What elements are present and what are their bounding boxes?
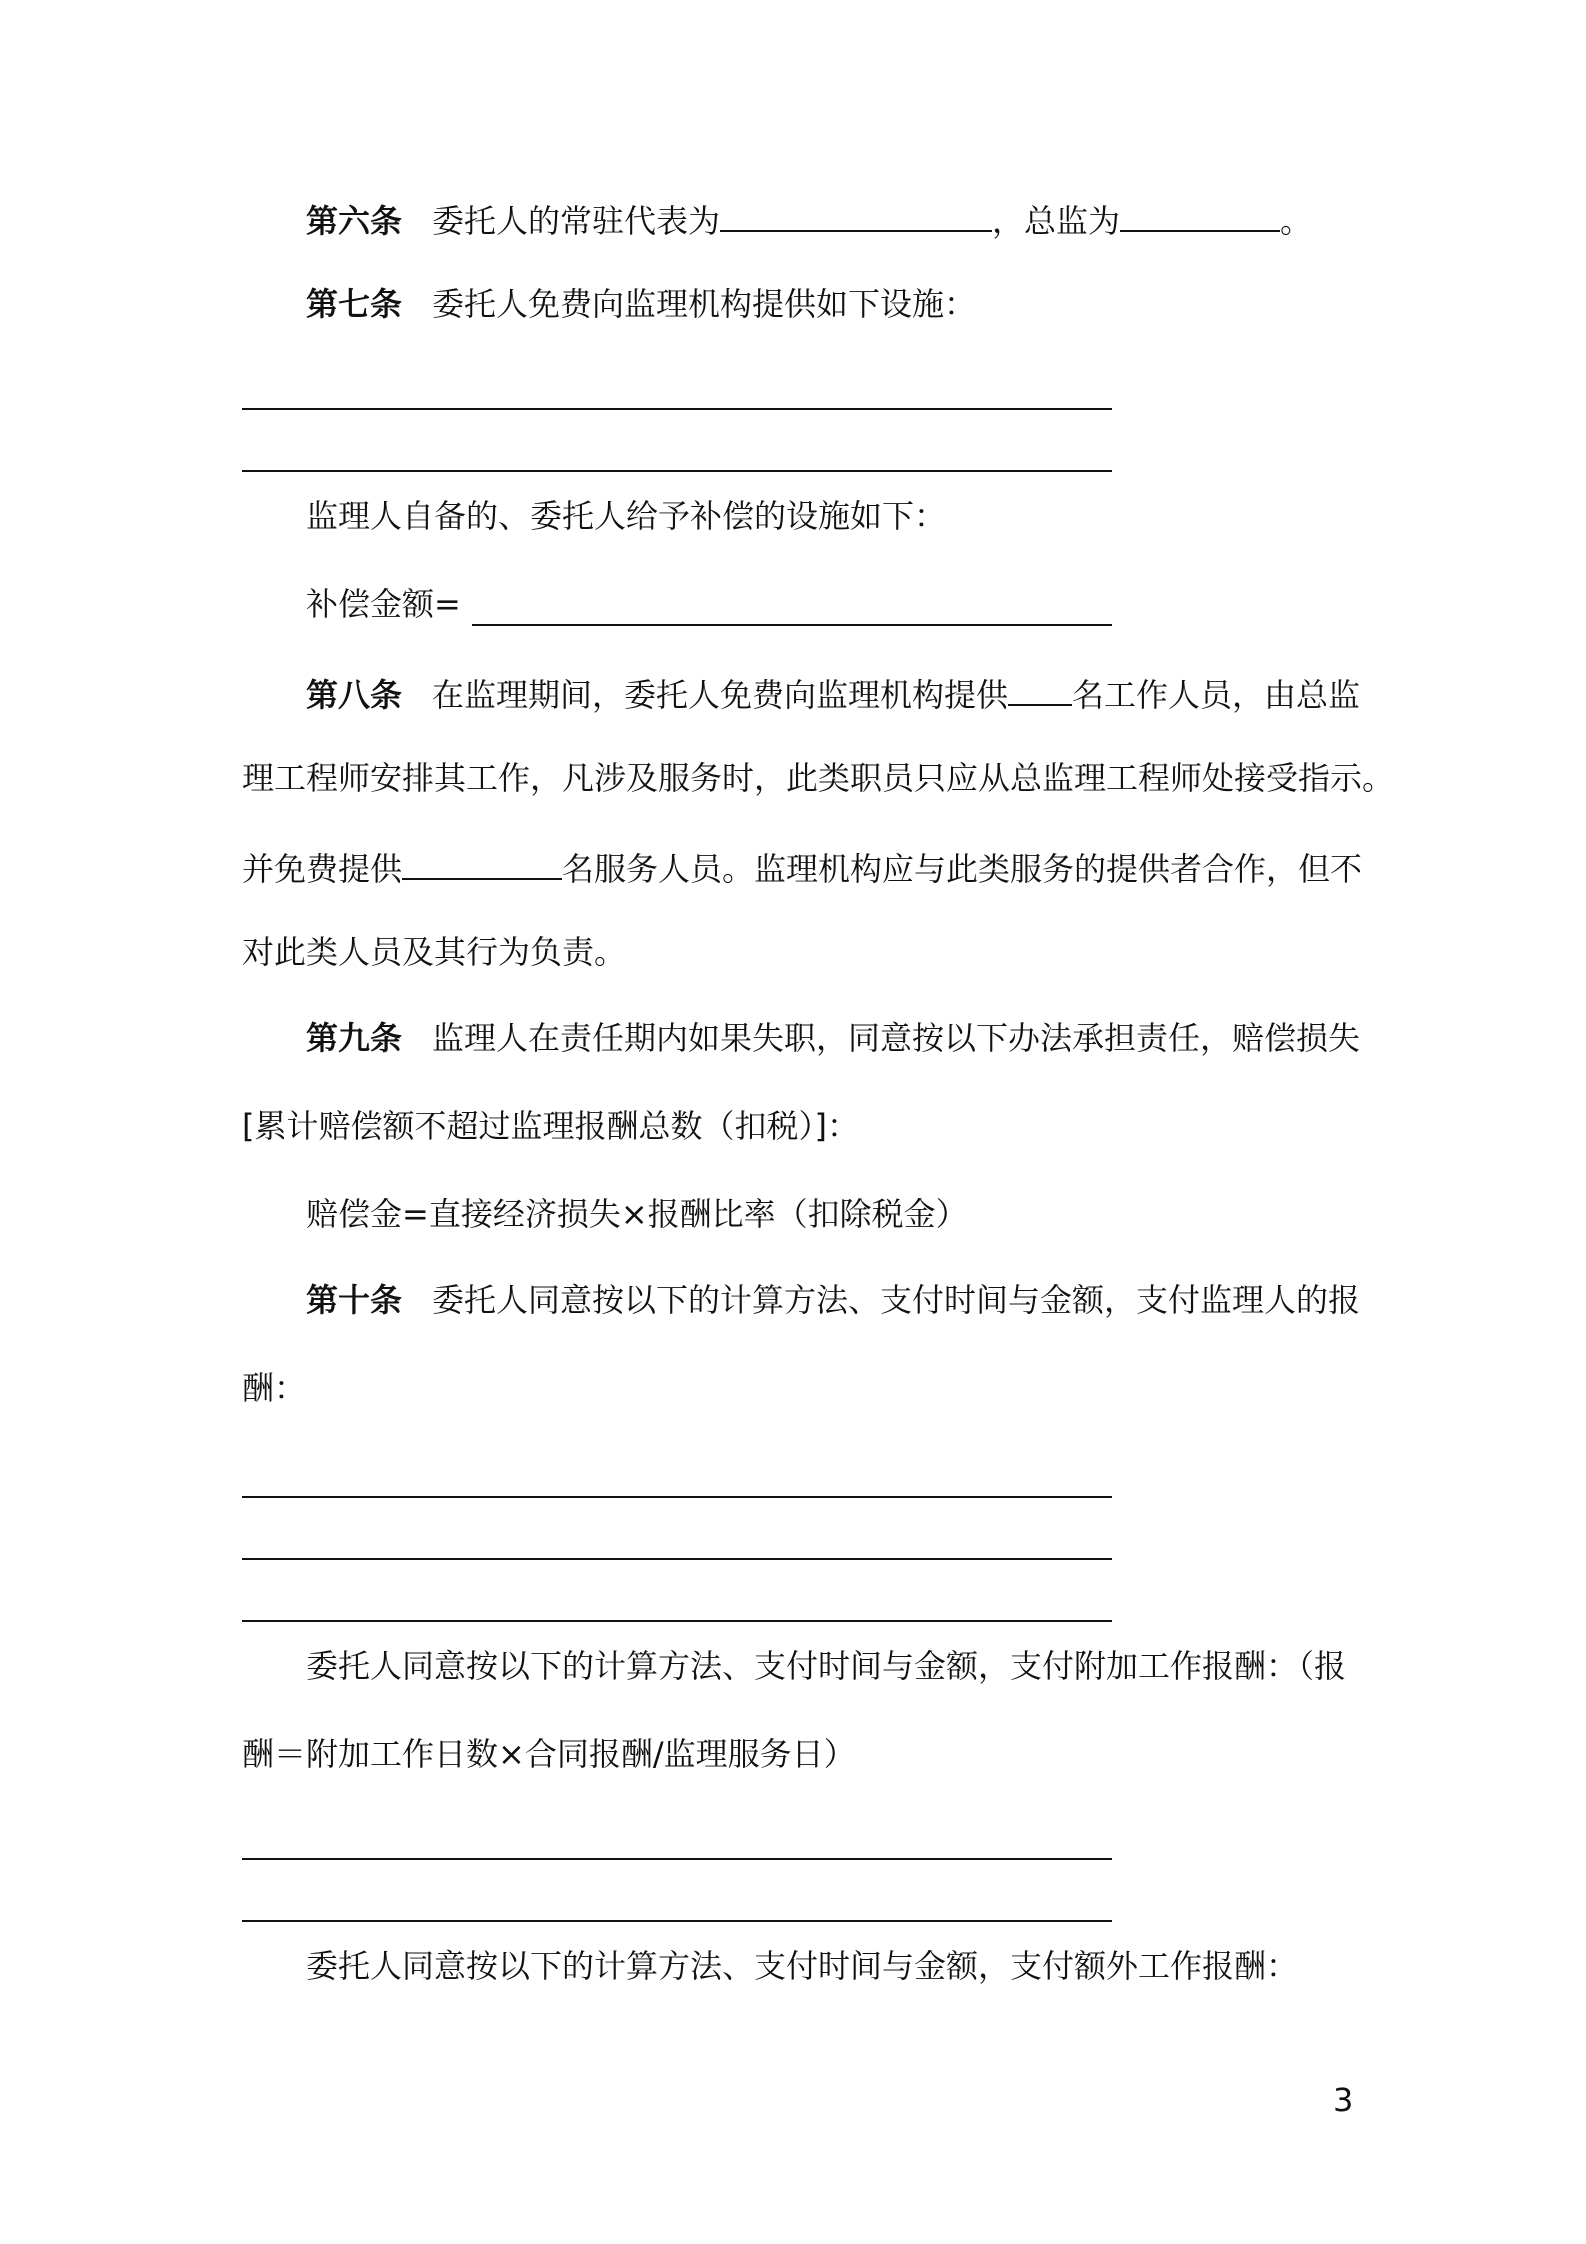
article-8-line-3	[242, 842, 1362, 891]
article-8-text-2: 名工作人员，由总监	[1072, 676, 1361, 714]
article-8-line-4: 对此类人员及其行为负责。	[242, 933, 627, 971]
additional-work-line-2: 酬＝附加工作日数×合同报酬/监理服务日）	[242, 1735, 856, 1773]
article-6-text-3: 。	[1280, 202, 1313, 240]
article-9-text: 监理人在责任期内如果失职，同意按以下办法承担责任，赔偿损失	[432, 1019, 1361, 1057]
service-staff-count-blank[interactable]	[402, 842, 562, 880]
compensation-formula: 赔偿金=直接经济损失×报酬比率（扣除税金）	[306, 1195, 968, 1233]
article-8-label: 第八条	[306, 676, 403, 714]
additional-work-fill-line-1[interactable]	[242, 1858, 1112, 1860]
chief-supervisor-blank[interactable]	[1120, 194, 1280, 232]
article-9-line-1	[306, 1016, 1360, 1060]
self-provided-facilities: 监理人自备的、委托人给予补偿的设施如下：	[306, 497, 947, 535]
remuneration-fill-line-2[interactable]	[242, 1558, 1112, 1560]
page-number: 3	[1333, 2081, 1354, 2119]
compensation-amount-row	[306, 582, 461, 626]
resident-representative-blank[interactable]	[720, 194, 992, 232]
article-7-text: 委托人免费向监理机构提供如下设施：	[432, 285, 977, 323]
article-6-text: 委托人的常驻代表为	[432, 202, 721, 240]
article-7	[306, 282, 976, 326]
remuneration-fill-line-1[interactable]	[242, 1496, 1112, 1498]
remuneration-fill-line-3[interactable]	[242, 1620, 1112, 1622]
article-10-text: 委托人同意按以下的计算方法、支付时间与金额，支付监理人的报	[432, 1281, 1361, 1319]
facilities-fill-line-2[interactable]	[242, 470, 1112, 472]
article-8-line-2: 理工程师安排其工作，凡涉及服务时，此类职员只应从总监理工程师处接受指示。	[242, 759, 1395, 797]
article-8-line-3b: 名服务人员。监理机构应与此类服务的提供者合作，但不	[562, 850, 1363, 888]
additional-work-fill-line-2[interactable]	[242, 1920, 1112, 1922]
article-9-label: 第九条	[306, 1019, 403, 1057]
article-6-label: 第六条	[306, 202, 403, 240]
staff-count-blank[interactable]	[1008, 668, 1072, 706]
article-8-line-1	[306, 668, 1360, 717]
article-6	[306, 194, 1312, 243]
article-7-label: 第七条	[306, 285, 403, 323]
compensation-amount-blank[interactable]	[472, 624, 1112, 626]
article-9-line-2: [累计赔偿额不超过监理报酬总数（扣税）]：	[242, 1107, 859, 1145]
facilities-fill-line-1[interactable]	[242, 408, 1112, 410]
article-10-line-1	[306, 1278, 1360, 1322]
article-8-text: 在监理期间，委托人免费向监理机构提供	[432, 676, 1009, 714]
article-10-line-2: 酬：	[242, 1369, 307, 1407]
article-6-text-2: ，总监为	[992, 202, 1121, 240]
extra-work-line: 委托人同意按以下的计算方法、支付时间与金额，支付额外工作报酬：	[306, 1947, 1299, 1985]
article-10-label: 第十条	[306, 1281, 403, 1319]
article-8-line-3a: 并免费提供	[242, 850, 403, 888]
compensation-amount-label: 补偿金额=	[306, 585, 461, 623]
additional-work-line-1: 委托人同意按以下的计算方法、支付时间与金额，支付附加工作报酬：（报	[306, 1647, 1347, 1685]
